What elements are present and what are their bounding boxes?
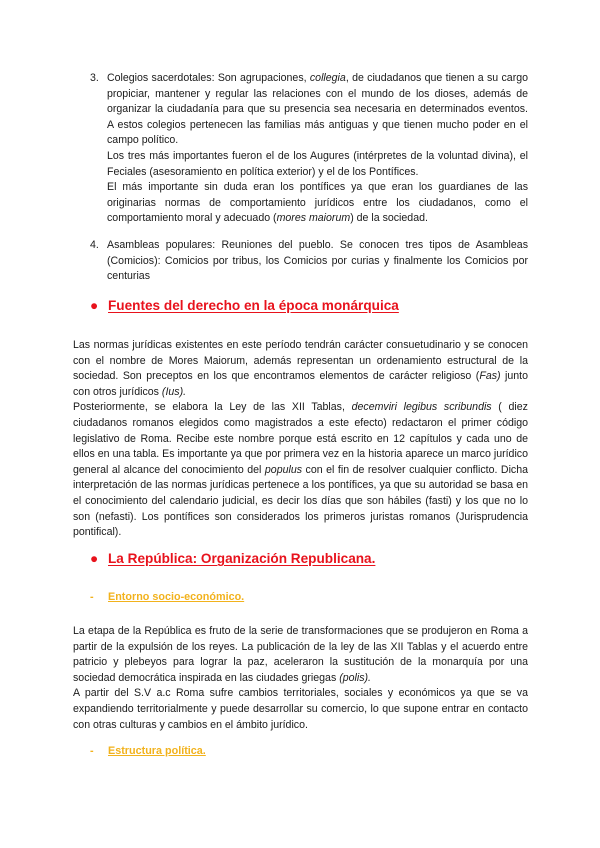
paragraph: Colegios sacerdotales: Son agrupaciones, collegia, de ciudadanos que tienen a su cargo propiciar, mantener y regular las relaciones con el mundo de los dioses, además de organizar la ciudadanía para que su presencia sea necesaria en determinados eventos. A estos colegios pertenecen las familias más antiguas y que tienen mucho poder en el campo político. [107, 72, 529, 147]
dash-icon: - [90, 745, 94, 757]
list-number: 4. [90, 239, 99, 251]
paragraph-republica: La etapa de la República es fruto de la serie de transformaciones que se produjeron en Roma a partir de la expulsión de los reyes. La publicación de la ley de las XII Tablas y el acuerdo entre patricio y plebeyos para lograr la paz, aceleraron la sustitución de la monarquía por una sociedad democrática inspirada en las ciudades griegas (polis). A partir del S.V a.c Roma sufre cambios territoriales, sociales y económicos ya que se va expandiendo territorialmente y puede desarrollar su comercio, lo que supone entrar en contacto con otras culturas y cambios en el ámbito jurídico. [73, 625, 528, 731]
bullet-icon: ● [90, 298, 99, 313]
italic-term: collegia [309, 72, 346, 84]
heading-text: La República: Organización Republicana. [108, 551, 376, 566]
list-item-text [107, 238, 528, 285]
italic-term: mores maiorum [276, 212, 351, 225]
italic-term: decemviri legibus scribundis [351, 401, 492, 414]
bullet-icon: ● [90, 551, 99, 566]
dash-icon: - [90, 591, 94, 603]
italic-term: (polis). [339, 671, 371, 684]
list-item-colegios [90, 71, 528, 227]
section-heading-fuentes [90, 298, 399, 314]
list-item-asambleas [90, 238, 528, 285]
subheading-estructura [90, 744, 206, 760]
paragraph: Asambleas populares: Reuniones del pueblo. Se conocen tres tipos de Asambleas (Comicios): Comicios por tribus, los Comicios por curias y finalmente los Comicios por centurias [107, 239, 528, 283]
heading-text: Fuentes del derecho en la época monárquica [108, 298, 399, 313]
paragraph: Los tres más importantes fueron el de los Augures (intérpretes de la voluntad divina), el Feciales (asesoramiento en política exterior) y el de los Pontífices. [107, 149, 528, 178]
italic-term: (Ius). [161, 385, 187, 398]
italic-term: populus [264, 463, 303, 476]
paragraph-mores-maiorum: Las normas jurídicas existentes en este período tendrán carácter consuetudinario y se conocen con el nombre de Mores Maiorum, además representan un ordenamiento estructural de la sociedad. Son preceptos en los que encontramos elementos de carácter religioso (Fas) junto con otros jurídicos (Ius). Posteriormente, se elabora la Ley de las XII Tablas, decemviri legibus scribundis ( diez ciudadanos romanos elegidos como magistrados a este efecto) redactaron el primer código legislativo de Roma. Recibe este nombre porque está escrito en 12 capítulos y cada uno de ellos en una tabla. Es importante ya que por primera vez en la historia aparece un marco jurídico general al alcance del conocimiento del populus con el fin de resolver cualquier conflicto. Dicha interpretación de las normas jurídicas pertenece a los pontífices, ya que su autoridad se basa en el conocimiento del calendario judicial, es decir los días que son hábiles (fasti) y los que no lo son (nefasti). Los pontífices son considerados los primeros juristas romanos (Jurisprudencia pontifical). [73, 339, 529, 539]
subheading-entorno [90, 590, 244, 606]
list-item-text [107, 71, 528, 227]
italic-term: Fas) [479, 370, 501, 383]
subheading-text: Estructura política. [108, 745, 206, 757]
list-number: 3. [90, 72, 99, 84]
paragraph: El más importante sin duda eran los pontífices ya que eran los guardianes de las originarias normas de comportamiento jurídicos entre los ciudadanos, como el comportamiento moral y adecuado (mores maiorum) de la sociedad. [107, 181, 528, 225]
section-heading-republica [90, 551, 375, 567]
subheading-text: Entorno socio-económico. [108, 591, 245, 603]
